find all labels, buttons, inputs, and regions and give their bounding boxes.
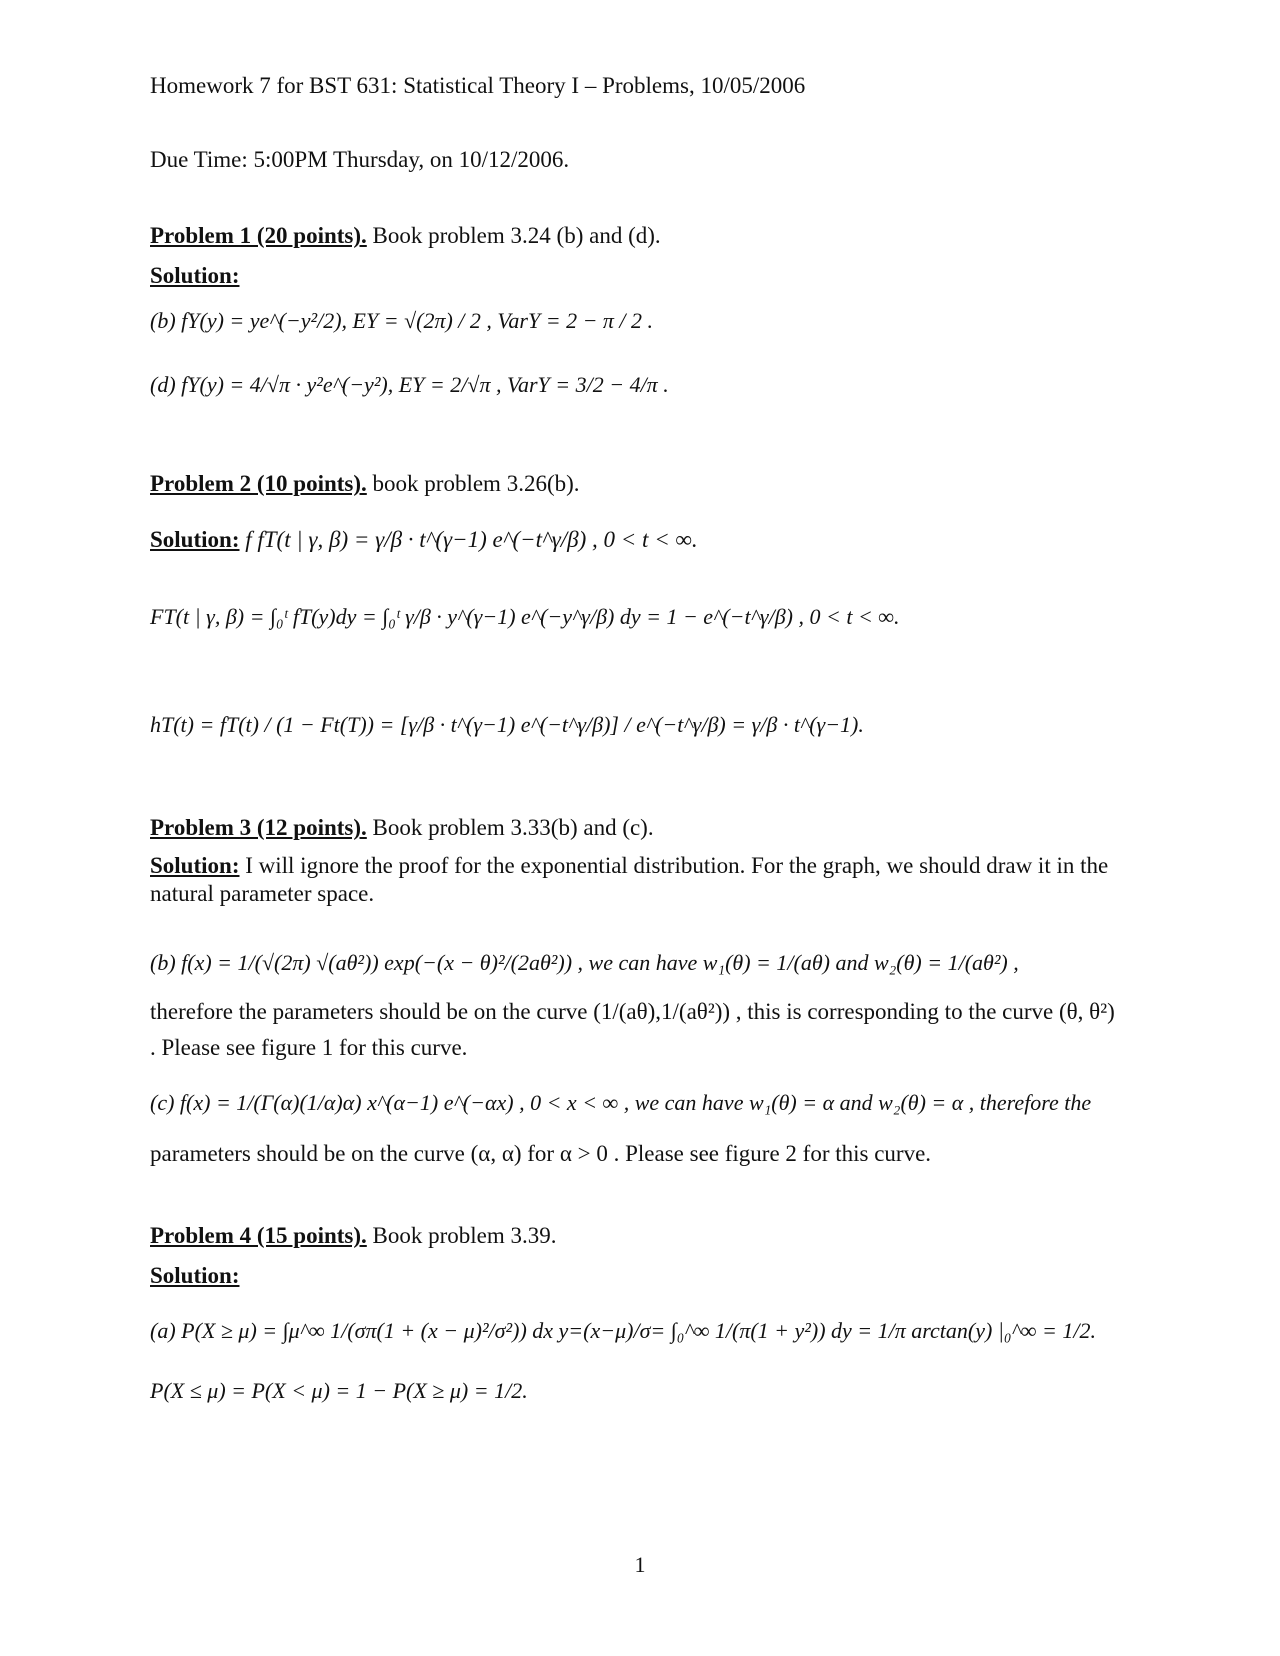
problem-1-text: Book problem 3.24 (b) and (d). [366,223,661,248]
page-number: 1 [634,1552,646,1577]
problem-4-title: Problem 4 (15 points). [150,1223,367,1248]
problem-2-eq-1: f fT(t | γ, β) = γ/β · t^(γ−1) e^(−t^γ/β) , 0 < t < ∞. [245,527,698,552]
problem-2-heading [150,470,580,498]
problem-4-text: Book problem 3.39. [366,1223,557,1248]
problem-2-eq-3: hT(t) = fT(t) / (1 − Ft(T)) = [γ/β · t^(γ−1) e^(−t^γ/β)] / e^(−t^γ/β) = γ/β · t^(γ−1). [150,712,864,737]
problem-3-eq-b: (b) f(x) = 1/(√(2π) √(aθ²)) exp(−(x − θ)²/(2aθ²)) , we can have w₁(θ) = 1/(aθ) and w₂(θ) = 1/(aθ²) , [150,950,1019,975]
problem-3-solution [150,852,1130,908]
problem-4-eq-a: (a) P(X ≥ μ) = ∫μ^∞ 1/(σπ(1 + (x − μ)²/σ²)) dx y=(x−μ)/σ= ∫₀^∞ 1/(π(1 + y²)) dy = 1/π arctan(y) |₀^∞ = 1/2. [150,1318,1096,1343]
due-date: Due Time: 5:00PM Thursday, on 10/12/2006. [150,147,570,172]
problem-3-title: Problem 3 (12 points). [150,815,367,840]
document-title: Homework 7 for BST 631: Statistical Theory I – Problems, 10/05/2006 [150,73,806,98]
problem-3-eq-c: (c) f(x) = 1/(Γ(α)(1/α)α) x^(α−1) e^(−αx) , 0 < x < ∞ , we can have w₁(θ) = α and w₂(θ) = α , therefore the [150,1090,1092,1115]
solution-label: Solution: [150,527,240,552]
problem-2-solution [150,526,698,554]
problem-1-title: Problem 1 (20 points). [150,223,367,248]
problem-2-eq-2: FT(t | γ, β) = ∫₀ᵗ fT(y)dy = ∫₀ᵗ γ/β · y^(γ−1) e^(−y^γ/β) dy = 1 − e^(−t^γ/β) , 0 < t < ∞. [150,604,900,629]
problem-1-eq-b: (b) fY(y) = ye^(−y²/2), EY = √(2π) / 2 , VarY = 2 − π / 2 . [150,308,654,333]
solution-label: Solution: [150,853,240,878]
problem-3-heading [150,814,654,842]
problem-3-para-b: therefore the parameters should be on the curve (1/(aθ),1/(aθ²)) , this is corresponding to the curve (θ, θ²) . Please see figure 1 for this curve. [150,999,1115,1060]
problem-3-solution-text: I will ignore the proof for the exponential distribution. For the graph, we should draw it in the natural parameter space. [150,853,1109,906]
solution-label: Solution: [150,1263,240,1288]
problem-1-solution-label [150,262,239,290]
problem-4-solution-label [150,1262,239,1290]
problem-3-para-c: parameters should be on the curve (α, α) for α > 0 . Please see figure 2 for this curve. [150,1141,932,1166]
problem-2-title: Problem 2 (10 points). [150,471,367,496]
problem-2-text: book problem 3.26(b). [366,471,580,496]
problem-3-text: Book problem 3.33(b) and (c). [366,815,654,840]
solution-label: Solution: [150,263,240,288]
problem-1-heading [150,222,661,250]
problem-1-eq-d: (d) fY(y) = 4/√π · y²e^(−y²), EY = 2/√π , VarY = 3/2 − 4/π . [150,372,669,397]
problem-4-eq-b: P(X ≤ μ) = P(X < μ) = 1 − P(X ≥ μ) = 1/2. [150,1378,528,1403]
problem-4-heading [150,1222,557,1250]
